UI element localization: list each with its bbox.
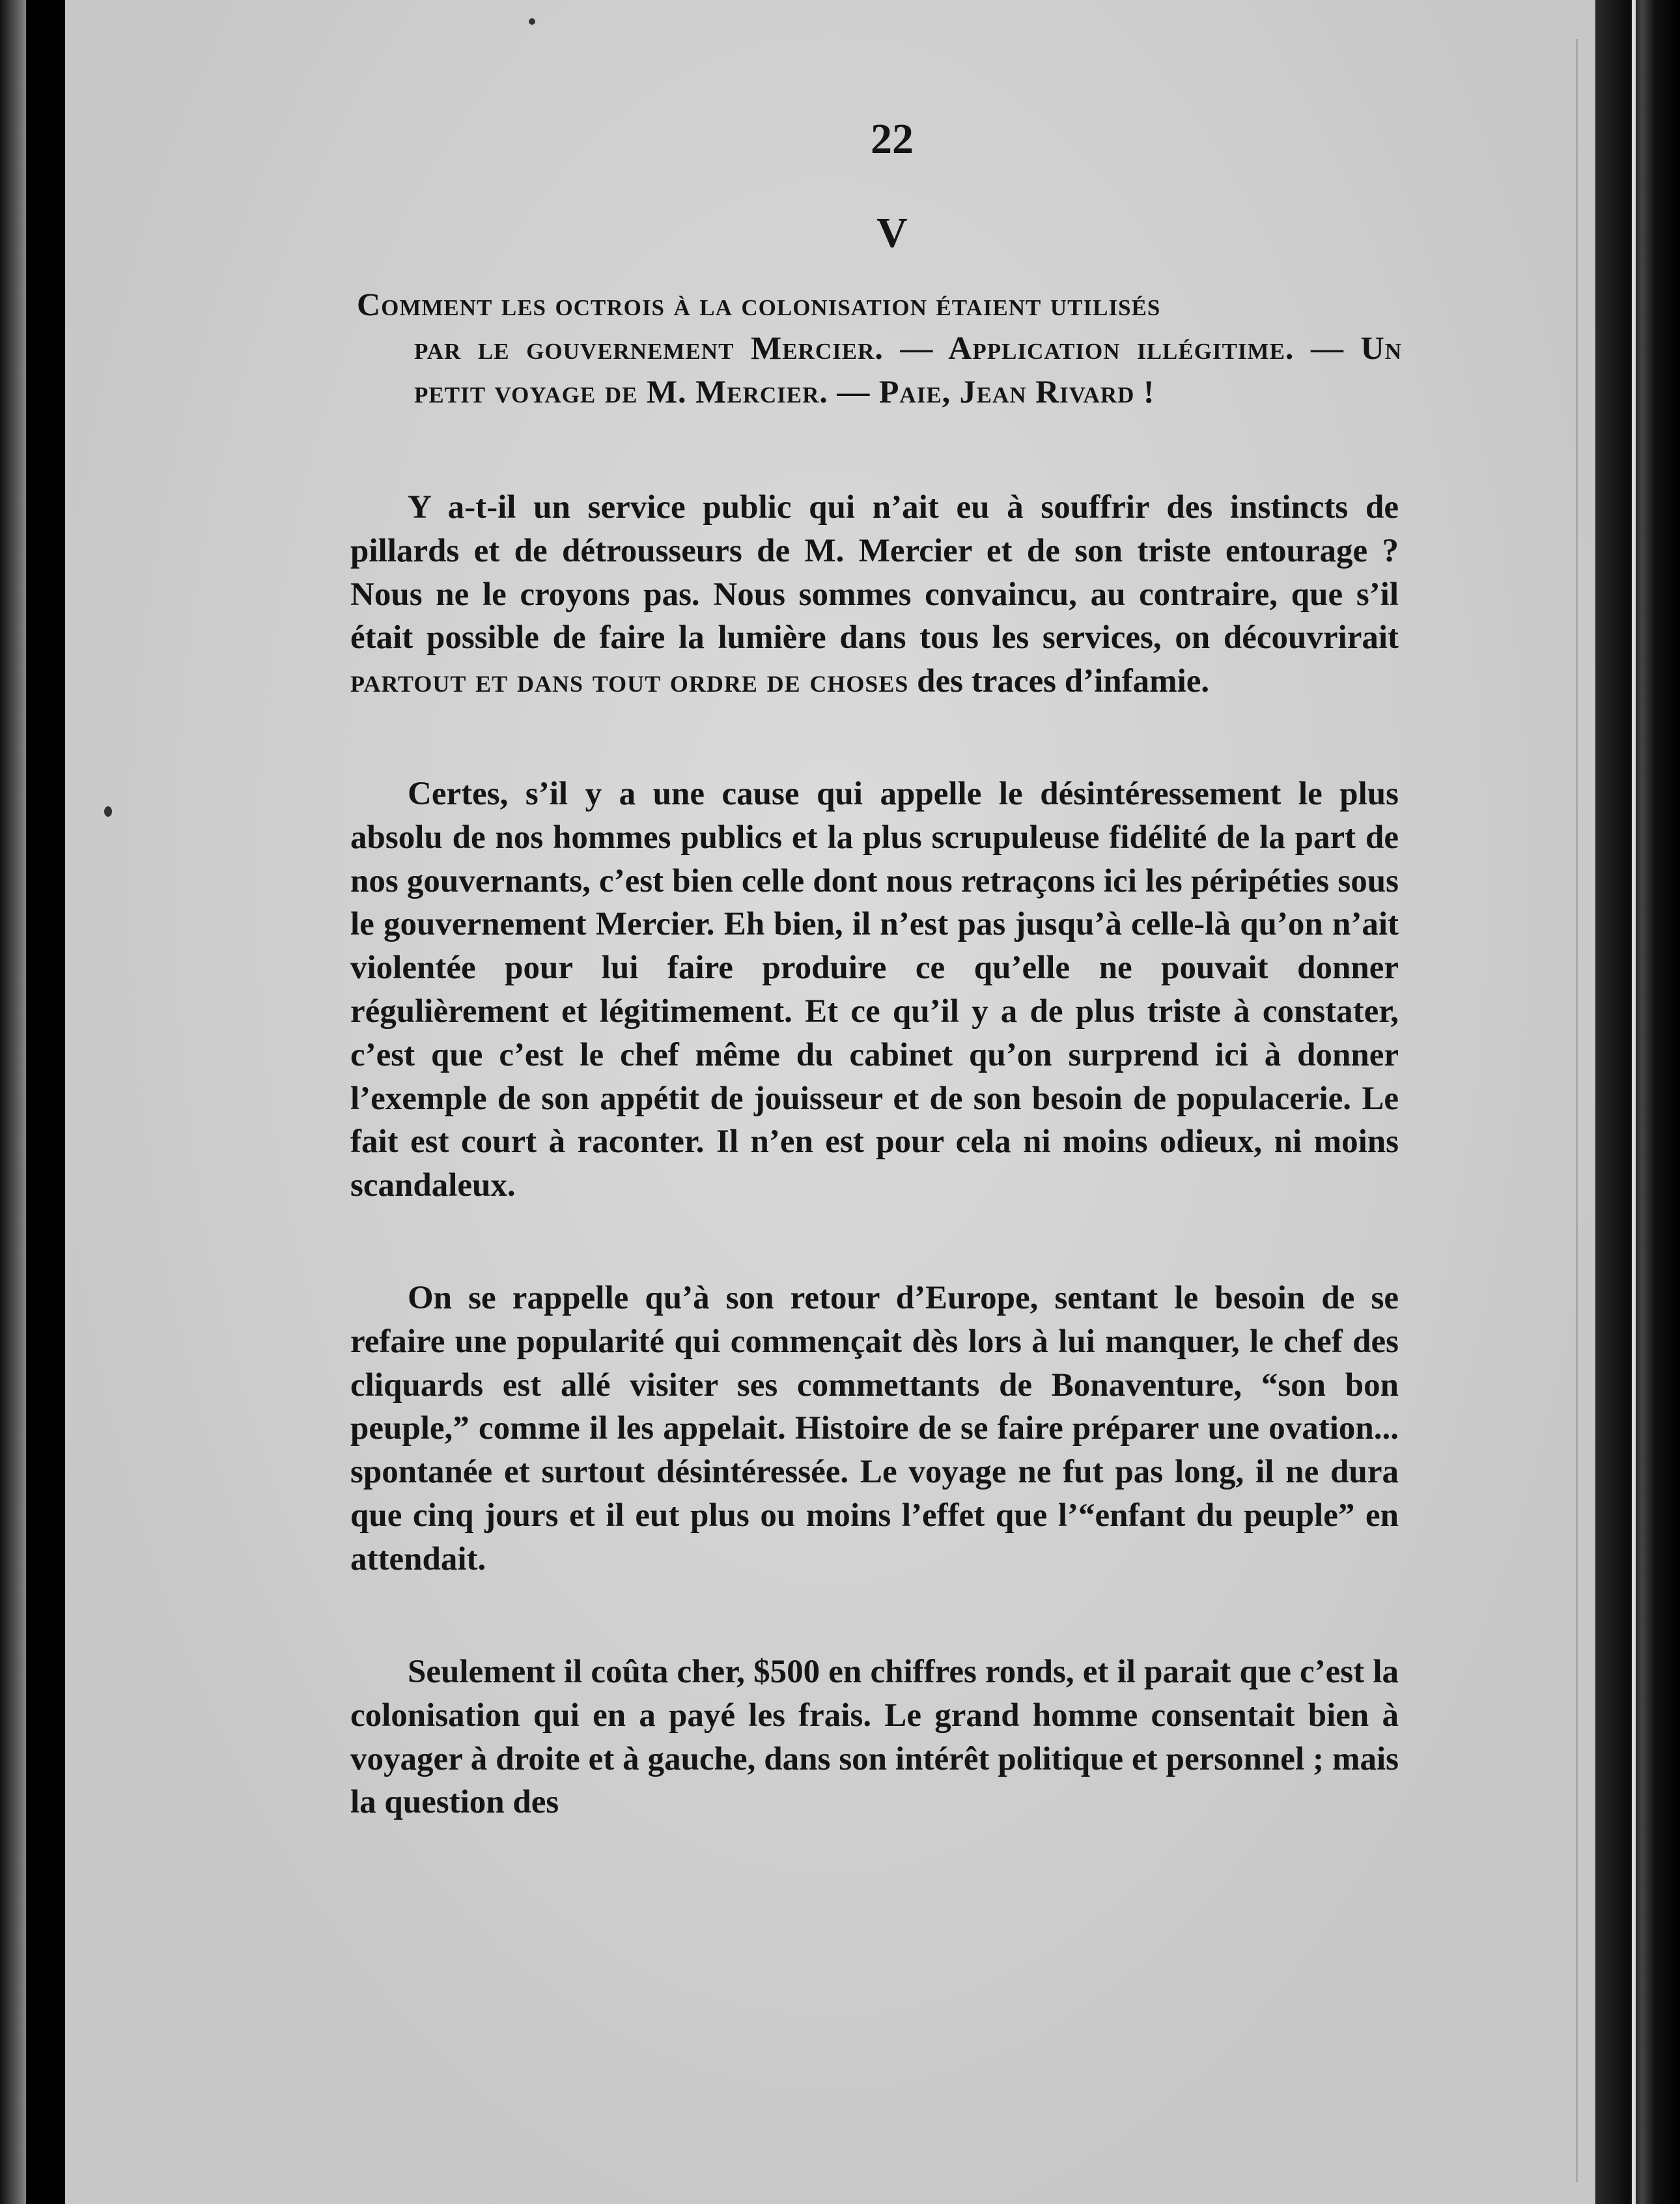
ink-speck bbox=[529, 18, 535, 25]
paragraph-4: Seulement il coûta cher, $500 en chiffres ronds, et il parait que c’est la colonisation qui en a payé les frais. Le grand homme consentait bien à voyager à droite et à gauche, dans son intérêt politique et personnel ; mais la question des bbox=[350, 1654, 1399, 1821]
ink-speck bbox=[104, 806, 112, 817]
chapter-number: V bbox=[876, 209, 908, 257]
chapter-heading-continuation: par le gouvernement Mercier. — Application illégitime. — Un petit voyage de M. Mercier. — Paie, Jean Rivard ! bbox=[414, 330, 1402, 410]
left-page-shadow bbox=[0, 0, 26, 2204]
paragraph-3: On se rappelle qu’à son retour d’Europe, sentant le besoin de se refaire une popularité qui commençait dès lors à lui manquer, le chef des cliquards est allé visiter ses commettants de Bonaventure, “son bon peuple,” comme il les appelait. Histoire de se faire préparer une ovation... spontanée et surtout désintéressée. Le voyage ne fut pas long, il ne dura que cinq jours et il eut plus ou moins l’effet que l’“enfant du peuple” en attendait. bbox=[350, 1280, 1399, 1577]
paragraph-2: Certes, s’il y a une cause qui appelle le désintéressement le plus absolu de nos hommes publics et la plus scrupuleuse fidélité de la part de nos gouvernants, c’est bien celle dont nous retraçons ici les péripéties sous le gouvernement Mercier. Eh bien, il n’est pas jusqu’à celle-là qu’on n’ait violentée pour lui faire produire ce qu’elle ne pouvait donner régulièrement et légitimement. Et ce qu’il y a de plus triste à constater, c’est que c’est le chef même du cabinet qu’on surprend ici à donner l’exemple de son appétit de jouisseur et de son besoin de populacerie. Le fait est court à raconter. Il n’en est pour cela ni moins odieux, ni moins scandaleux. bbox=[350, 776, 1399, 1204]
paragraph-1-text-a: Y a-t-il un service public qui n’ait eu à souffrir des instincts de pillards et de détrousseurs de M. Mercier et de son triste entourage ? Nous ne le croyons pas. Nous sommes convaincu, au contraire, que s’il était possible de faire la lumière dans tous les services, on découvrirait bbox=[350, 489, 1399, 657]
chapter-heading-line-1: Comment les octrois à la colonisation étaient utilisés bbox=[357, 286, 1161, 322]
right-page-edge bbox=[1595, 0, 1680, 2204]
chapter-heading bbox=[357, 283, 1402, 414]
page-fold-line bbox=[1576, 39, 1578, 2182]
page-number: 22 bbox=[871, 115, 914, 163]
paragraph-1 bbox=[350, 486, 1399, 703]
paragraph-1-text-b: des traces d’infamie. bbox=[908, 663, 1210, 700]
paragraph-1-small-caps: partout et dans tout ordre de choses bbox=[350, 663, 909, 700]
